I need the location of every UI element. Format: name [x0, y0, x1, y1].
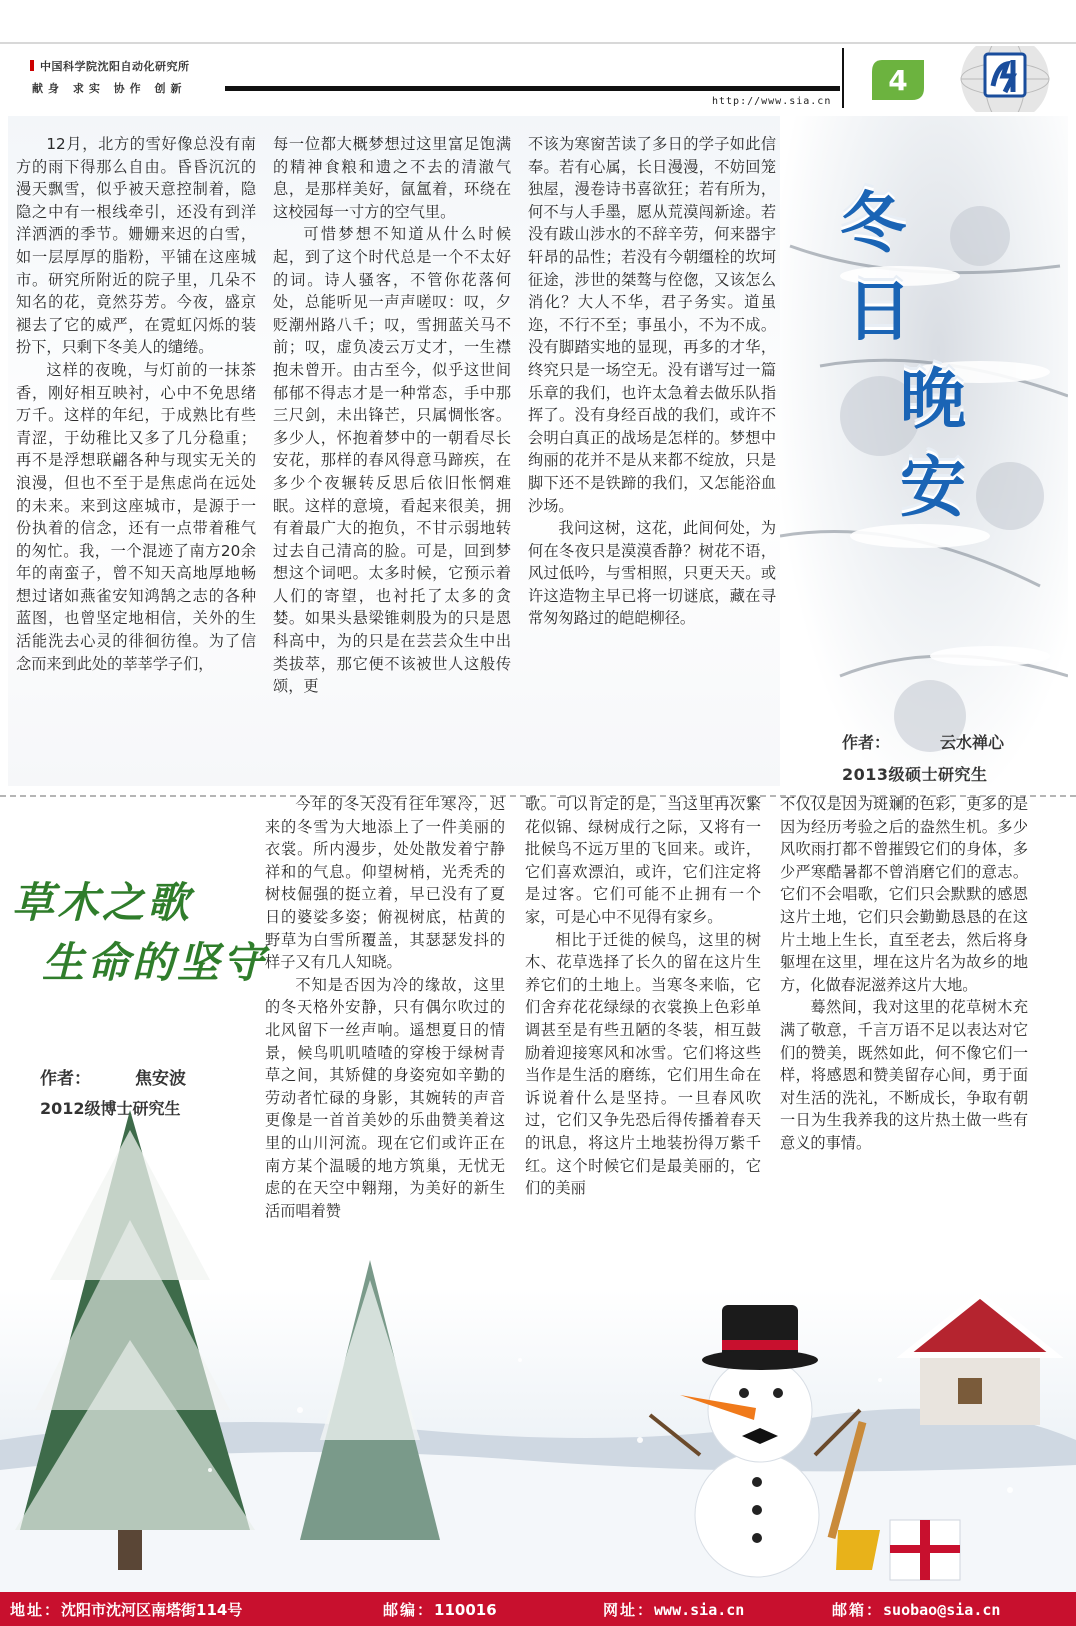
footer-website — [603, 1599, 744, 1620]
sia-globe-logo-icon — [947, 46, 1063, 112]
title-char: 冬 — [840, 185, 906, 262]
article1-column-2 — [273, 133, 511, 698]
paragraph: 今年的冬天没有往年寒冷，迟来的冬雪为大地添上了一件美丽的衣裳。所内漫步，处处散发着宁静祥和的气息。仰望树梢，光秃秃的树枝倔强的挺立着，早已没有了夏日的婆娑多姿；俯视树底，枯黄的野草为白雪所覆盖，其瑟瑟发抖的样子又有几人知晓。 — [265, 795, 505, 972]
paragraph: 不该为寒窗苦读了多日的学子如此信奉。若有心属，长日漫漫，不妨回笼独屋，漫卷诗书喜欲狂；若有所为，何不与人手墨，愿从荒漠闯新途。若没有跋山涉水的不辞辛劳，何来器宇轩昂的品性；若没有今朝缰栓的坎坷征途，涉世的桀骜与倥偬，又该怎么消化？大人不华，君子务实。道虽迩，不行不至；事虽小，不为不成。没有脚踏实地的显现，再多的才华，终究只是一场空无。没有谱写过一篇乐章的我们，也许太急着去做乐队指挥了。没有身经百战的我们，或许不会明白真正的战场是怎样的。梦想中绚丽的花并不是从来都不绽放，只是脚下还不是铁蹄的我们，又怎能浴血沙场。 — [528, 135, 776, 515]
address-value: 沈阳市沈河区南塔街114号 — [61, 1601, 243, 1619]
paragraph: 歌。可以肯定的是，当这里再次繁花似锦、绿树成行之际，又将有一批候鸟不远万里的飞回来。或许，它们喜欢漂泊，或许，它们注定将是过客。它们可能不止拥有一个家，可是心中不见得有家乡。 — [525, 795, 761, 926]
header-slogan: 献身 求实 协作 创新 — [32, 82, 187, 95]
header-black-bar — [225, 86, 840, 91]
paragraph: 我问这树，这花，此间何处，为何在冬夜只是漠漠香静？树花不语，风过低吟，与雪相照，只更天天。或许这造物主早已将一切谜底，藏在寻常匆匆路过的皑皑柳径。 — [528, 519, 776, 628]
article2-column-2 — [525, 793, 761, 1200]
paragraph: 相比于迁徙的候鸟，这里的树木、花草选择了长久的留在这片生养它们的土地上。当寒冬来临，它们舍弃花花绿绿的衣裳换上色彩单调甚至是有些丑陋的冬装，相互鼓励着迎接寒风和冰雪。它们将这些当作是生活的磨练，它们用生命在诉说着什么是坚持。一旦春风吹过，它们又争先恐后得传播着春天的讯息，将这片土地装扮得万紫千红。这个时候它们是最美丽的，它们的美丽 — [525, 930, 761, 1198]
email-label: 邮箱： — [832, 1601, 884, 1619]
footer-postcode — [383, 1599, 497, 1620]
article2-author — [40, 1064, 186, 1089]
footer-email — [832, 1599, 1000, 1620]
article1-title — [840, 180, 966, 532]
paragraph: 不仅仅是因为斑斓的色彩，更多的是因为经历考验之后的盎然生机。多少风吹雨打都不曾摧毁它们的身体，多少严寒酷暑都不曾消磨它们的意志。它们不会唱歌，它们只会默默的感恩这片土地，它们只会勤勤恳恳的在这片土地上生长，直至老去，然后将身躯埋在这里，埋在这片名为故乡的地方，化做春泥滋养这片大地。 — [780, 795, 1028, 994]
address-label: 地址： — [10, 1601, 62, 1619]
article1-author — [842, 730, 1004, 753]
author-label: 作者： — [842, 733, 891, 752]
article2-column-3 — [780, 793, 1028, 1155]
postcode-value: 110016 — [434, 1601, 497, 1619]
article2-title-line1: 草木之歌 — [12, 878, 193, 927]
header-org-name: 中国科学院沈阳自动化研究所 — [30, 58, 190, 74]
email-link[interactable]: suobao@sia.cn — [883, 1601, 1001, 1619]
article2-degree: 2012级博士研究生 — [40, 1099, 181, 1118]
article2-column-1 — [265, 793, 505, 1222]
website-link[interactable]: www.sia.cn — [654, 1601, 745, 1619]
article2-title-line2: 生命的坚守 — [42, 938, 268, 987]
paragraph: 每一位都大概梦想过这里富足饱满的精神食粮和遗之不去的清澈气息，是那样美好，氤氲着，环绕在这校园每一寸方的空气里。 — [273, 135, 511, 221]
author-name: 焦安波 — [135, 1069, 186, 1089]
paragraph: 不知是否因为冷的缘故，这里的冬天格外安静，只有偶尔吹过的北风留下一丝声响。遥想夏日的情景，候鸟叽叽喳喳的穿梭于绿树青草之间，其矫健的身姿宛如辛勤的劳动者忙碌的身影，其婉转的声音更像是一首首美妙的乐曲赞美着这里的山川河流。现在它们或许正在南方某个温暖的地方筑巢，无忧无虑的在天空中翱翔，为美好的新生活而唱着赞 — [265, 975, 505, 1220]
paragraph: 蓦然间，我对这里的花草树木充满了敬意，千言万语不足以表达对它们的赞美，既然如此，何不像它们一样，将感恩和赞美留存心间，勇于面对生活的洗礼，不断成长，争取有朝一日为生我养我的这片热土做一些有意义的事情。 — [780, 998, 1028, 1152]
paragraph: 可惜梦想不知道从什么时候起，到了这个时代总是一个不太好的词。诗人骚客，不管你花落何处，总能听见一声声嗟叹：叹，夕贬潮州路八千；叹，雪拥蓝关马不前；叹，虚负凌云万丈才，一生襟抱未曾开。由古至今，似乎这世间郁郁不得志才是一种常态，手中那三尺剑，未出锋芒，只属惆怅客。多少人，怀抱着梦中的一朝看尽长安花，那样的春风得意马蹄疾，在多少个夜辗转反思后依旧怅惘难眠。这样的意境，看起来很美，拥有着最广大的抱负，不甘示弱地转过去自己清高的脸。可是，回到梦想这个词吧。太多时候，它预示着人们的寄望，也衬托了太多的贪婪。如果头悬梁锥刺股为的只是恩科高中，为的只是在芸芸众生中出类拔萃，那它便不该被世人这般传颂，更 — [273, 225, 511, 696]
article1-column-3 — [528, 133, 776, 630]
article1-degree: 2013级硕士研究生 — [842, 765, 988, 784]
page-number: 4 — [888, 64, 908, 97]
header-url[interactable]: http://www.sia.cn — [712, 96, 832, 107]
header-top-rule — [0, 42, 1076, 44]
title-char: 安 — [900, 449, 966, 526]
footer-address — [10, 1599, 242, 1620]
author-label: 作者： — [40, 1069, 91, 1089]
paragraph: 这样的夜晚，与灯前的一抹茶香，刚好相互映衬，心中不免思绪万千。这样的年纪，于成熟比有些青涩，于幼稚比又多了几分稳重；再不是浮想联翩各种与现实无关的浪漫，但也不至于是焦虑尚在远处的未来。来到这座城市，是源于一份执着的信念，还有一点带着稚气的匆忙。我，一个混迹了南方20余年的南蛮子，曾不知天高地厚地畅想过诸如燕雀安知鸿鹄之志的各种蓝图，也曾坚定地相信，关外的生活能洗去心灵的徘徊彷徨。为了信念而来到此处的莘莘学子们， — [16, 360, 256, 673]
author-name: 云水禅心 — [940, 733, 1005, 752]
website-label: 网址： — [603, 1601, 655, 1619]
title-char: 晚 — [900, 361, 966, 438]
page-number-badge — [872, 60, 924, 100]
paragraph: 12月，北方的雪好像总没有南方的雨下得那么自由。昏昏沉沉的漫天飘雪，似乎被天意控制着，隐隐之中有一根线牵引，还没有到洋洋洒洒的季节。姗姗来迟的白雪，如一层厚厚的脂粉，平铺在这座城市。研究所附近的院子里，几朵不知名的花，竟然芬芳。今夜，盛京褪去了它的威严，在霓虹闪烁的装扮下，只剩下冬美人的缱绻。 — [16, 135, 256, 357]
article1-column-1 — [16, 133, 256, 675]
title-char: 日 — [846, 273, 912, 350]
postcode-label: 邮编： — [383, 1601, 435, 1619]
header-divider — [842, 48, 844, 108]
